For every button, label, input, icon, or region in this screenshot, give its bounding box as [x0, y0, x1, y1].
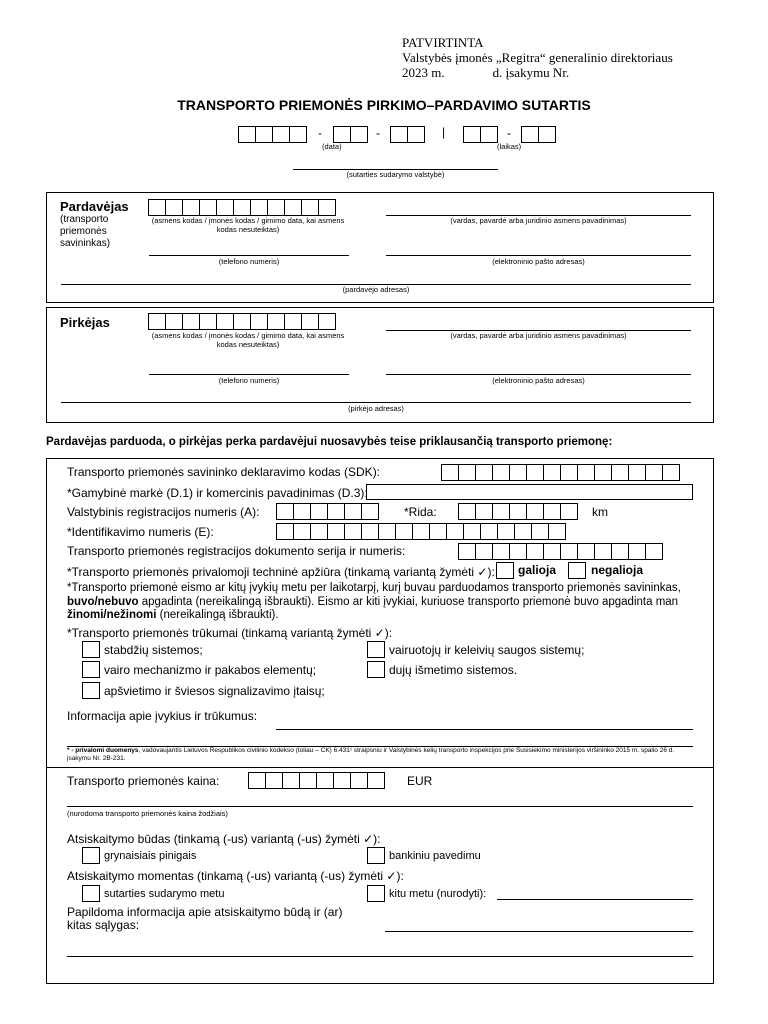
approval-block: [402, 35, 673, 80]
payment-cash-label: grynaisiais pinigais: [104, 850, 197, 862]
payment-moment-label: Atsiskaitymo momentas (tinkamą (-us) variantą (-us) žymėti ✓):: [67, 869, 404, 883]
defect-safety-checkbox[interactable]: [367, 641, 385, 658]
time-minute-cells[interactable]: [521, 126, 555, 143]
info-line[interactable]: [276, 729, 693, 730]
date-time-separator: |: [442, 125, 446, 139]
buyer-phone-line[interactable]: [149, 374, 349, 375]
defect-brakes-label: stabdžių sistemos;: [104, 643, 203, 657]
moment-signing-checkbox[interactable]: [82, 885, 100, 902]
extra-info-line-1: Papildoma informacija apie atsiskaitymo būdą ir (ar): [67, 905, 343, 919]
seller-subtitle: (transporto priemonės savininkas): [60, 214, 111, 249]
accident-line-3: žinomi/nežinomi (nereikalingą išbraukti).: [67, 609, 279, 621]
page-title: TRANSPORTO PRIEMONĖS PIRKIMO–PARDAVIMO SUTARTIS: [177, 97, 591, 113]
payment-bank-label: bankiniu pavedimu: [389, 850, 481, 862]
mileage-cells[interactable]: [458, 503, 577, 520]
date-year-cells[interactable]: [238, 126, 306, 143]
seller-name-caption: (vardas, pavardė arba juridinio asmens pavadinimas): [450, 216, 627, 225]
sale-statement: Pardavėjas parduoda, o pirkėjas perka pardavėjui nuosavybės teise priklausančią transporto priemonę:: [46, 436, 613, 448]
reg-doc-label: Transporto priemonės registracijos dokumento serija ir numeris:: [67, 544, 406, 558]
info-label: Informacija apie įvykius ir trūkumus:: [67, 709, 258, 723]
state-caption: (sutarties sudarymo valstybė): [346, 170, 445, 179]
inspection-invalid-checkbox[interactable]: [568, 562, 586, 579]
price-words-line[interactable]: [67, 806, 693, 807]
price-label: Transporto priemonės kaina:: [67, 774, 220, 788]
make-label: *Gamybinė markė (D.1) ir komercinis pavadinimas (D.3):: [67, 486, 368, 500]
seller-code-caption: (asmens kodas / įmonės kodas / gimimo data, kai asmens kodas nesuteiktas): [151, 216, 345, 234]
buyer-code-cells[interactable]: [148, 313, 335, 330]
reg-doc-cells[interactable]: [458, 543, 662, 560]
footnote: * - privalomi duomenys, vadovaujantis Lietuvos Respublikos civilinio kodekso (toliau – CK) 6.431¹ straipsniu ir Valstybinės kelių transporto inspekcijos prie Susisiekimo ministerijos viršininko 2015 m. spalio 26 d. įsakymu Nr. 2B-231.: [67, 747, 675, 762]
defect-lights-label: apšvietimo ir šviesos signalizavimo įtaisų;: [104, 684, 325, 698]
seller-email-caption: (elektroninio pašto adresas): [492, 257, 585, 266]
defects-title: *Transporto priemonės trūkumai (tinkamą variantą žymėti ✓):: [67, 626, 393, 640]
inspection-invalid-label: negalioja: [591, 563, 644, 577]
inspection-valid-label: galioja: [518, 563, 557, 577]
inspection-label: *Transporto priemonės privalomoji techninė apžiūra (tinkamą variantą žymėti ✓):: [67, 565, 495, 579]
seller-address-caption: (pardavėjo adresas): [342, 285, 410, 294]
buyer-address-line[interactable]: [61, 402, 691, 403]
seller-code-cells[interactable]: [148, 199, 335, 216]
sdk-cells[interactable]: [441, 464, 679, 481]
price-cells[interactable]: [248, 772, 384, 789]
buyer-code-caption: (asmens kodas / įmonės kodas / gimimo data, kai asmens kodas nesuteiktas): [151, 331, 345, 349]
payment-bank-checkbox[interactable]: [367, 847, 385, 864]
price-currency: EUR: [407, 774, 433, 788]
vin-cells[interactable]: [276, 523, 565, 540]
buyer-title: Pirkėjas: [60, 315, 110, 330]
section-divider: [46, 767, 714, 768]
approval-line-1: PATVIRTINTA: [402, 35, 484, 50]
extra-info-label: [67, 906, 342, 932]
sdk-label: Transporto priemonės savininko deklaravimo kodas (SDK):: [67, 465, 381, 479]
defect-safety-label: vairuotojų ir keleivių saugos sistemų;: [389, 643, 585, 657]
accident-line-2: buvo/nebuvo apgadinta (nereikalingą išbraukti). Eismo ar kiti įvykiai, kuriuose transporto priemonė buvo apgadinta man: [67, 595, 679, 608]
seller-title: Pardavėjas: [60, 199, 129, 214]
moment-other-checkbox[interactable]: [367, 885, 385, 902]
defect-exhaust-label: dujų išmetimo sistemos.: [389, 663, 518, 677]
seller-email-line[interactable]: [386, 255, 691, 256]
date-dash-2: -: [376, 126, 380, 140]
date-dash-1: -: [318, 126, 322, 140]
date-day-cells[interactable]: [390, 126, 424, 143]
defect-exhaust-checkbox[interactable]: [367, 661, 385, 678]
moment-signing-label: sutarties sudarymo metu: [104, 888, 225, 900]
time-caption: (laikas): [497, 142, 522, 151]
inspection-valid-checkbox[interactable]: [496, 562, 514, 579]
approval-line-3: 2023 m. d. įsakymu Nr.: [402, 65, 570, 80]
seller-phone-caption: (telefono numeris): [218, 257, 280, 266]
extra-info-line-a[interactable]: [385, 931, 693, 932]
accident-paragraph: [67, 582, 707, 623]
date-caption: (data): [322, 142, 342, 151]
time-hour-cells[interactable]: [463, 126, 497, 143]
buyer-address-caption: (pirkėjo adresas): [348, 404, 404, 413]
payment-method-label: Atsiskaitymo būdas (tinkamą (-us) variantą (-us) žymėti ✓):: [67, 832, 381, 846]
defect-steering-checkbox[interactable]: [82, 661, 100, 678]
buyer-name-caption: (vardas, pavardė arba juridinio asmens pavadinimas): [450, 331, 627, 340]
defect-steering-label: vairo mechanizmo ir pakabos elementų;: [104, 663, 317, 677]
defect-lights-checkbox[interactable]: [82, 682, 100, 699]
buyer-email-caption: (elektroninio pašto adresas): [492, 376, 585, 385]
buyer-email-line[interactable]: [386, 374, 691, 375]
vin-label: *Identifikavimo numeris (E):: [67, 525, 214, 539]
km-unit: km: [592, 505, 608, 519]
defect-brakes-checkbox[interactable]: [82, 641, 100, 658]
payment-cash-checkbox[interactable]: [82, 847, 100, 864]
mileage-label: *Rida:: [404, 505, 437, 519]
approval-line-2: Valstybės įmonės „Regitra“ generalinio direktoriaus: [402, 50, 673, 65]
accident-line-1: *Transporto priemonė eismo ar kitų įvykių metu per laikotarpį, kurį buvau parduodamos transporto priemonės savininkas,: [67, 582, 681, 594]
price-words-caption: (nurodoma transporto priemonės kaina žodžiais): [67, 809, 228, 818]
moment-other-label: kitu metu (nurodyti):: [389, 888, 487, 900]
time-dash: -: [507, 126, 511, 140]
make-input[interactable]: [366, 484, 693, 500]
buyer-phone-caption: (telefono numeris): [218, 376, 280, 385]
reg-number-label: Valstybinis registracijos numeris (A):: [67, 505, 260, 519]
reg-number-cells[interactable]: [276, 503, 378, 520]
moment-other-line[interactable]: [497, 899, 693, 900]
seller-phone-line[interactable]: [149, 255, 349, 256]
date-month-cells[interactable]: [333, 126, 367, 143]
extra-info-line-b[interactable]: [67, 956, 693, 957]
extra-info-line-2: kitas sąlygas:: [67, 918, 140, 932]
